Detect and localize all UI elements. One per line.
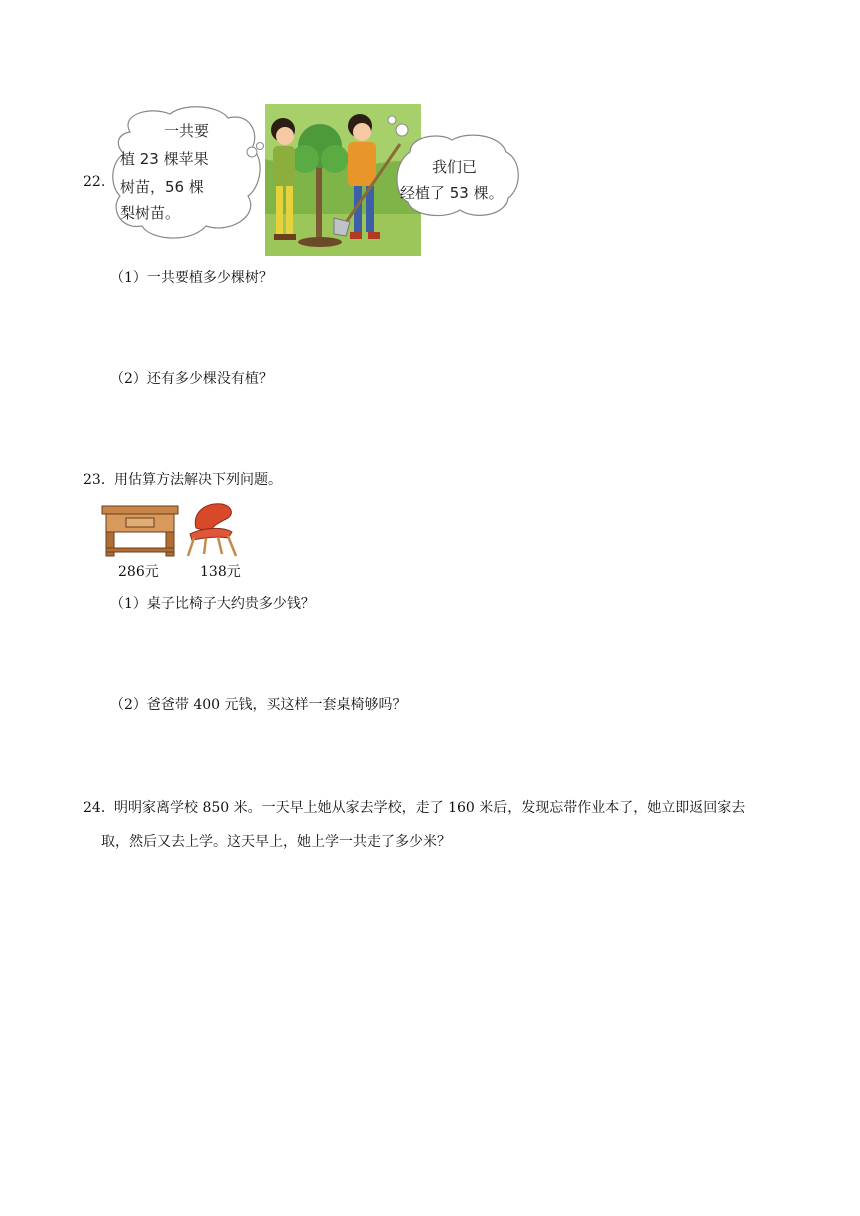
bubble-left-line-1: 一共要 [164, 122, 210, 140]
desk-price: 286元 [118, 564, 159, 580]
desk-image [100, 500, 180, 560]
question-22-part-1: （1）一共要植多少棵树？ [110, 270, 273, 286]
question-22-part-2: （2）还有多少棵没有植？ [110, 371, 273, 387]
question-24-number: 24． [83, 800, 115, 816]
bubble-left-line-4: 梨树苗。 [120, 204, 181, 222]
right-speech-bubble [388, 116, 518, 216]
question-23-part-1: （1）桌子比椅子大约贵多少钱？ [110, 596, 315, 612]
question-24-line-1: 明明家离学校 850 米。一天早上她从家去学校，走了 160 米后，发现忘带作业本了，她立即返回家去 [114, 800, 746, 816]
left-speech-bubble [113, 107, 264, 238]
tree-planting-illustration [110, 104, 522, 260]
question-23-title: 用估算方法解决下列问题。 [114, 472, 282, 488]
question-23-part-2: （2）爸爸带 400 元钱，买这样一套桌椅够吗？ [110, 697, 407, 713]
chair-image [182, 500, 242, 560]
question-22-number: 22. [83, 174, 106, 190]
bubble-right-line-1: 我们已 [432, 158, 478, 176]
question-24-line-2: 取，然后又去上学。这天早上，她上学一共走了多少米？ [101, 834, 451, 850]
question-23-number: 23． [83, 472, 115, 488]
bubble-right-line-2: 经植了 53 棵。 [400, 184, 504, 202]
bubble-left-line-3: 树苗，56 棵 [120, 178, 204, 196]
bubble-left-line-2: 植 23 棵苹果 [120, 150, 209, 168]
chair-price: 138元 [200, 564, 241, 580]
